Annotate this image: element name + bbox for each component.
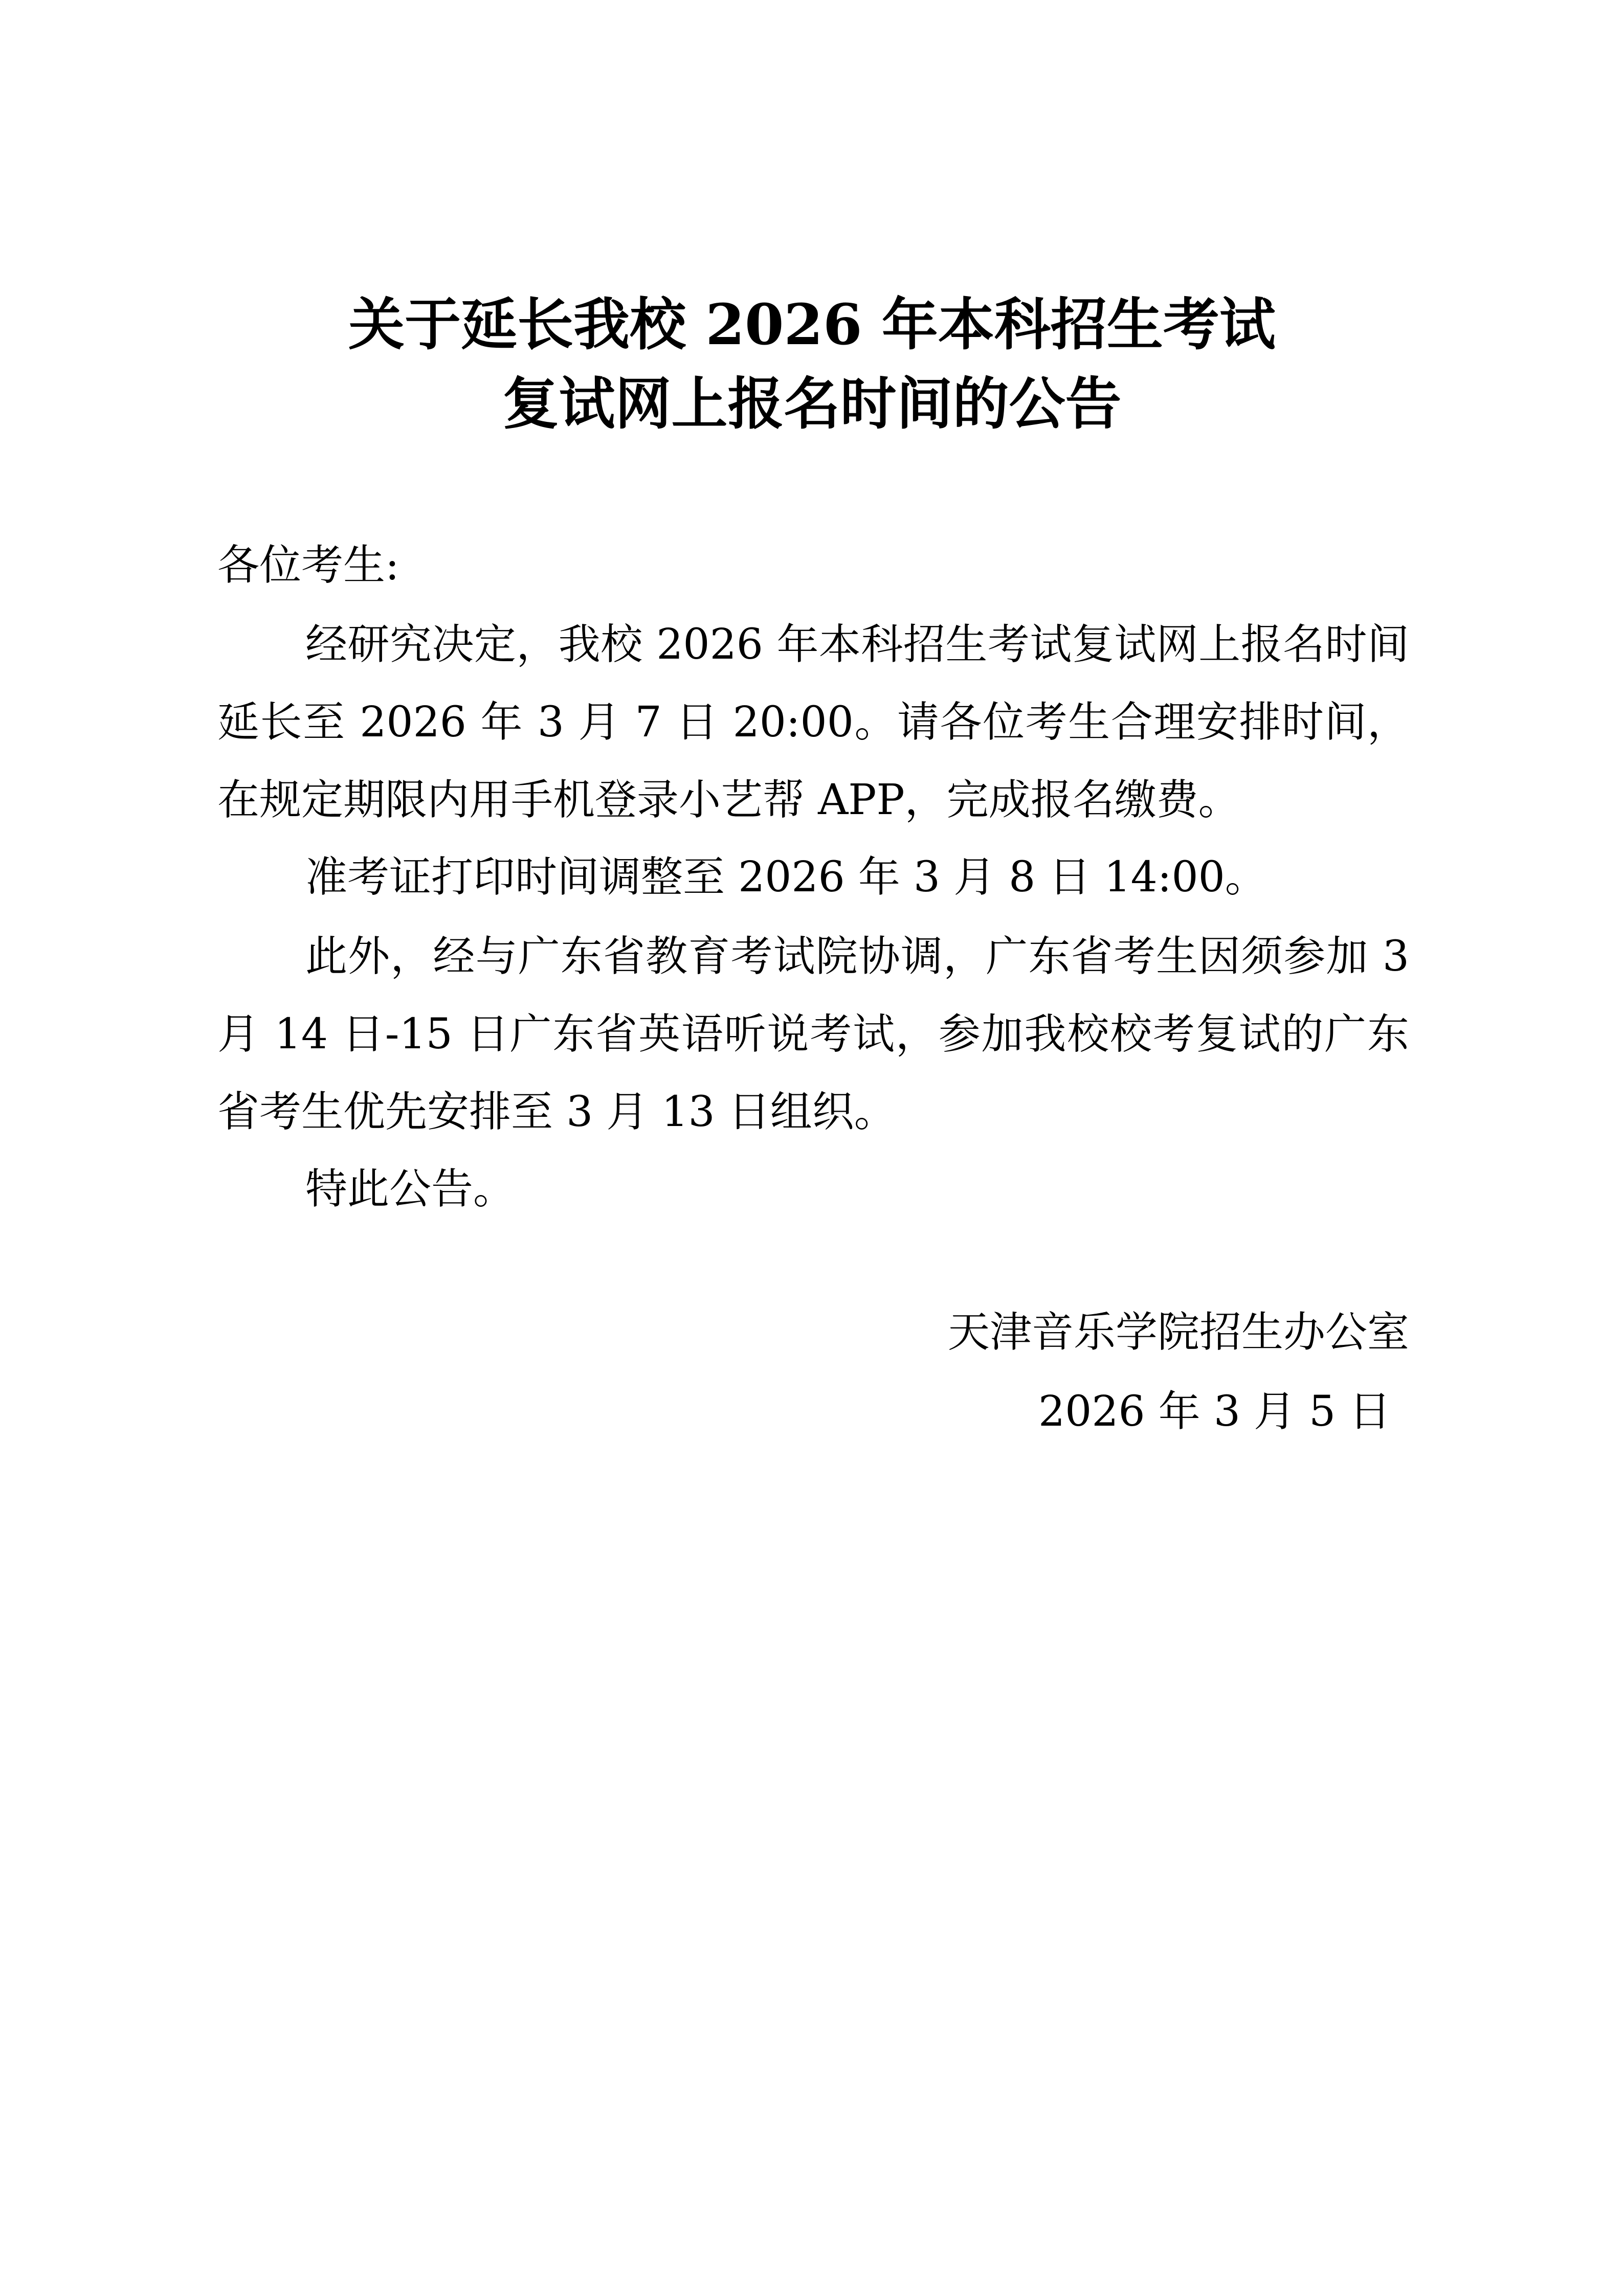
paragraph-registration-extension: 经研究决定，我校 2026 年本科招生考试复试网上报名时间延长至 2026 年 3 月 7 日 20:00。请各位考生合理安排时间，在规定期限内用手机登录小艺帮 APP，完成报名缴费。 xyxy=(217,620,1409,824)
salutation: 各位考生: xyxy=(217,541,399,590)
paragraph-guangdong-arrangement: 此外，经与广东省教育考试院协调，广东省考生因须参加 3 月 14 日-15 日广东省英语听说考试，参加我校校考复试的广东省考生优先安排至 3 月 13 日组织。 xyxy=(217,932,1409,1136)
signature-office: 天津音乐学院招生办公室 xyxy=(947,1308,1409,1357)
signature-date: 2026 年 3 月 5 日 xyxy=(1038,1387,1391,1436)
paragraph-closing: 特此公告。 xyxy=(305,1165,516,1213)
document-title-line-2: 复试网上报名时间的公告 xyxy=(502,371,1122,437)
document-title-line-1: 关于延长我校 2026 年本科招生考试 xyxy=(348,291,1276,357)
paragraph-admission-ticket: 准考证打印时间调整至 2026 年 3 月 8 日 14:00。 xyxy=(305,853,1267,902)
